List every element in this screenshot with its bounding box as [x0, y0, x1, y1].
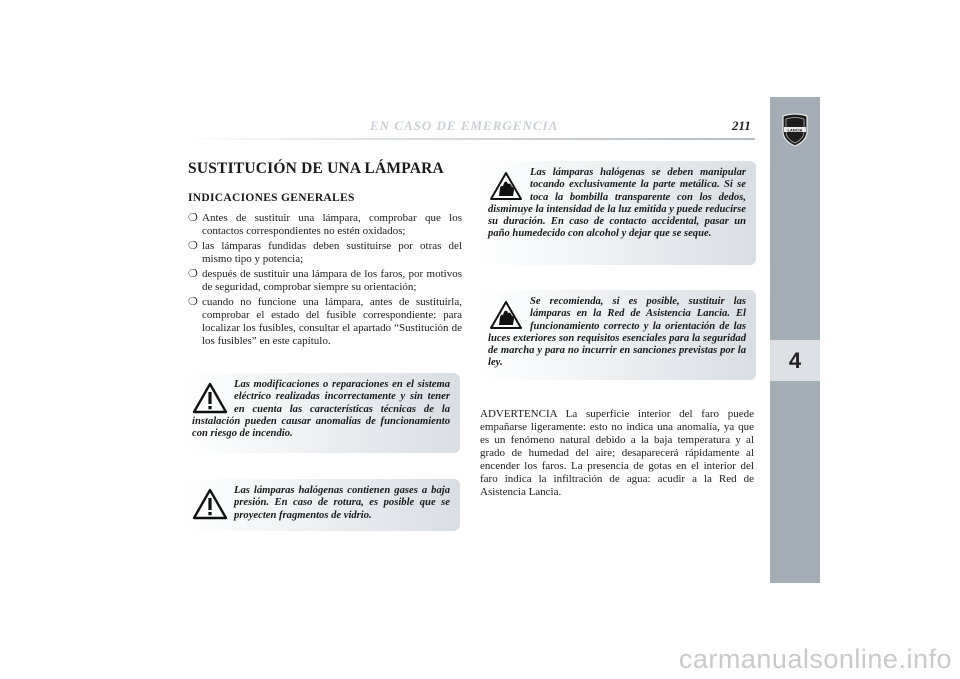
list-item-text: las lámparas fundidas deben sustituirse por otras del mismo tipo y potencia; — [202, 240, 462, 265]
warning-text: Las modificaciones o reparaciones en el sistema eléctrico realizadas incorrectamente y sin tener en cuenta las características técnicas de la instalación pueden causar anomalías de funcionamiento con riesgo de incendio. — [192, 379, 450, 440]
list-item-text: Antes de sustituir una lámpara, comprobar que los contactos correspondientes no estén oxidados; — [202, 212, 462, 237]
list-item — [188, 240, 462, 266]
warning-triangle-icon — [192, 381, 228, 415]
watermark: carmanualsonline.info — [678, 644, 952, 674]
list-item — [188, 212, 462, 238]
logo-text: LANCIA — [787, 127, 803, 133]
advertencia-paragraph: ADVERTENCIA La superficie interior del faro puede empañarse ligeramente: esto no indica una anomalía, ya que es un fenómeno natural debido a la baja temperatura y al grado de humedad del aire; desaparecerá rápidamente al encender los faros. La presencia de gotas en el interior del faro indica la infiltración de agua: acudir a la Red de Asistencia Lancia. — [480, 408, 754, 498]
notice-text: Se recomienda, si es posible, sustituir las lámparas en la Red de Asistencia Lancia. El funcionamiento correcto y la orientación de las luces exteriores son requisitos esenciales para la seguridad de marcha y para no incurrir en sanciones previstas por la ley. — [488, 296, 746, 369]
bullet-ring-icon: ❍ — [188, 212, 198, 224]
hand-glove-icon — [488, 298, 524, 332]
warning-text: Las lámparas halógenas contienen gases a baja presión. En caso de rotura, es posible que se proyecten fragmentos de vidrio. — [234, 485, 450, 521]
warning-box-halogen-gas — [184, 479, 460, 531]
header-rule — [183, 138, 755, 140]
header-title: EN CASO DE EMERGENCIA — [370, 118, 559, 133]
side-strip — [770, 97, 820, 583]
list-item — [188, 296, 462, 348]
hand-glove-icon — [488, 169, 524, 203]
list-item-text: después de sustituir una lámpara de los faros, por motivos de seguridad, comprobar siempre su orientación; — [202, 268, 462, 293]
chapter-tab[interactable]: 4 — [770, 340, 820, 381]
lancia-shield-logo-icon — [780, 113, 810, 147]
bullet-ring-icon: ❍ — [188, 268, 198, 280]
page-number: 211 — [732, 118, 751, 133]
list-item — [188, 268, 462, 294]
notice-text: Las lámparas halógenas se deben manipular tocando exclusivamente la parte metálica. Si se toca la bombilla transparente con los dedos, disminuye la intensidad de la luz emitida y puede reducirse su duración. En caso de contacto accidental, pasar un paño humedecido con alcohol y dejar que se seque. — [488, 167, 746, 240]
warning-triangle-icon — [192, 487, 228, 521]
notice-box-assistance — [480, 290, 756, 380]
warning-box-electrical — [184, 373, 460, 453]
notice-box-halogen-handling — [480, 161, 756, 265]
bullet-ring-icon: ❍ — [188, 240, 198, 252]
section-title: SUSTITUCIÓN DE UNA LÁMPARA — [188, 160, 444, 177]
subheading: INDICACIONES GENERALES — [188, 192, 355, 204]
bullet-ring-icon: ❍ — [188, 296, 198, 308]
instruction-list — [188, 212, 462, 350]
list-item-text: cuando no funcione una lámpara, antes de sustituirla, comprobar el estado del fusible correspondiente: para localizar los fusibles, consultar el apartado “Sustitución de los fusibles” en este capítulo. — [202, 296, 462, 347]
